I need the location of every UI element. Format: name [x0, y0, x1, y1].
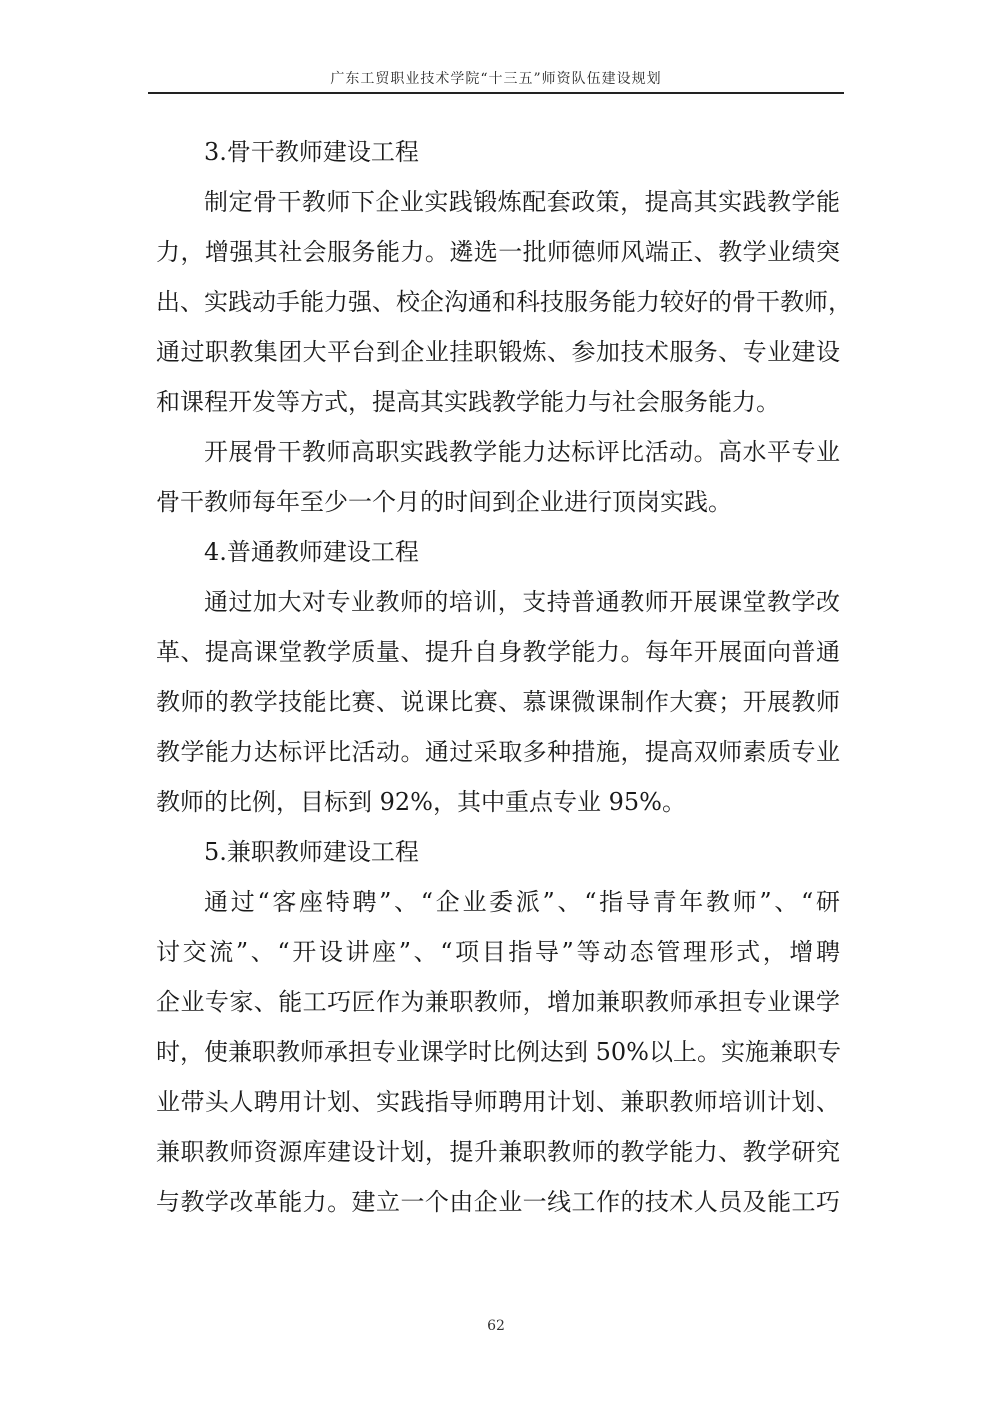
section-heading: 4.普通教师建设工程 — [204, 538, 419, 566]
running-header: 广东工贸职业技术学院“十三五”师资队伍建设规划 — [330, 71, 662, 87]
paragraph-line: 革、提高课堂教学质量、提升自身教学能力。每年开展面向普通 — [156, 638, 840, 666]
paragraph-line: 通过“客座特聘”、“企业委派”、“指导青年教师”、“研 — [204, 888, 840, 916]
section-heading: 5.兼职教师建设工程 — [204, 838, 419, 866]
paragraph-line: 和课程开发等方式，提高其实践教学能力与社会服务能力。 — [156, 388, 780, 416]
header-rule — [148, 92, 844, 94]
paragraph-line: 与教学改革能力。建立一个由企业一线工作的技术人员及能工巧 — [156, 1188, 840, 1216]
paragraph-line: 教学能力达标评比活动。通过采取多种措施，提高双师素质专业 — [156, 738, 840, 766]
paragraph-line: 教师的比例，目标到 92%，其中重点专业 95%。 — [156, 788, 686, 816]
paragraph-line: 出、实践动手能力强、校企沟通和科技服务能力较好的骨干教师， — [156, 288, 852, 316]
paragraph-line: 开展骨干教师高职实践教学能力达标评比活动。高水平专业 — [204, 438, 840, 466]
paragraph-line: 企业专家、能工巧匠作为兼职教师，增加兼职教师承担专业课学 — [156, 988, 840, 1016]
paragraph-line: 讨交流”、“开设讲座”、“项目指导”等动态管理形式，增聘 — [156, 938, 840, 966]
paragraph-line: 力，增强其社会服务能力。遴选一批师德师风端正、教学业绩突 — [156, 238, 840, 266]
paragraph-line: 兼职教师资源库建设计划，提升兼职教师的教学能力、教学研究 — [156, 1138, 840, 1166]
paragraph-line: 骨干教师每年至少一个月的时间到企业进行顶岗实践。 — [156, 488, 732, 516]
paragraph-line: 教师的教学技能比赛、说课比赛、慕课微课制作大赛；开展教师 — [156, 688, 840, 716]
paragraph-line: 通过职教集团大平台到企业挂职锻炼、参加技术服务、专业建设 — [156, 338, 840, 366]
paragraph-line: 制定骨干教师下企业实践锻炼配套政策，提高其实践教学能 — [204, 188, 840, 216]
paragraph-line: 时，使兼职教师承担专业课学时比例达到 50%以上。实施兼职专 — [156, 1038, 841, 1066]
paragraph-line: 通过加大对专业教师的培训，支持普通教师开展课堂教学改 — [204, 588, 840, 616]
page-number: 62 — [487, 1318, 505, 1334]
paragraph-line: 业带头人聘用计划、实践指导师聘用计划、兼职教师培训计划、 — [156, 1088, 840, 1116]
section-heading: 3.骨干教师建设工程 — [204, 138, 419, 166]
